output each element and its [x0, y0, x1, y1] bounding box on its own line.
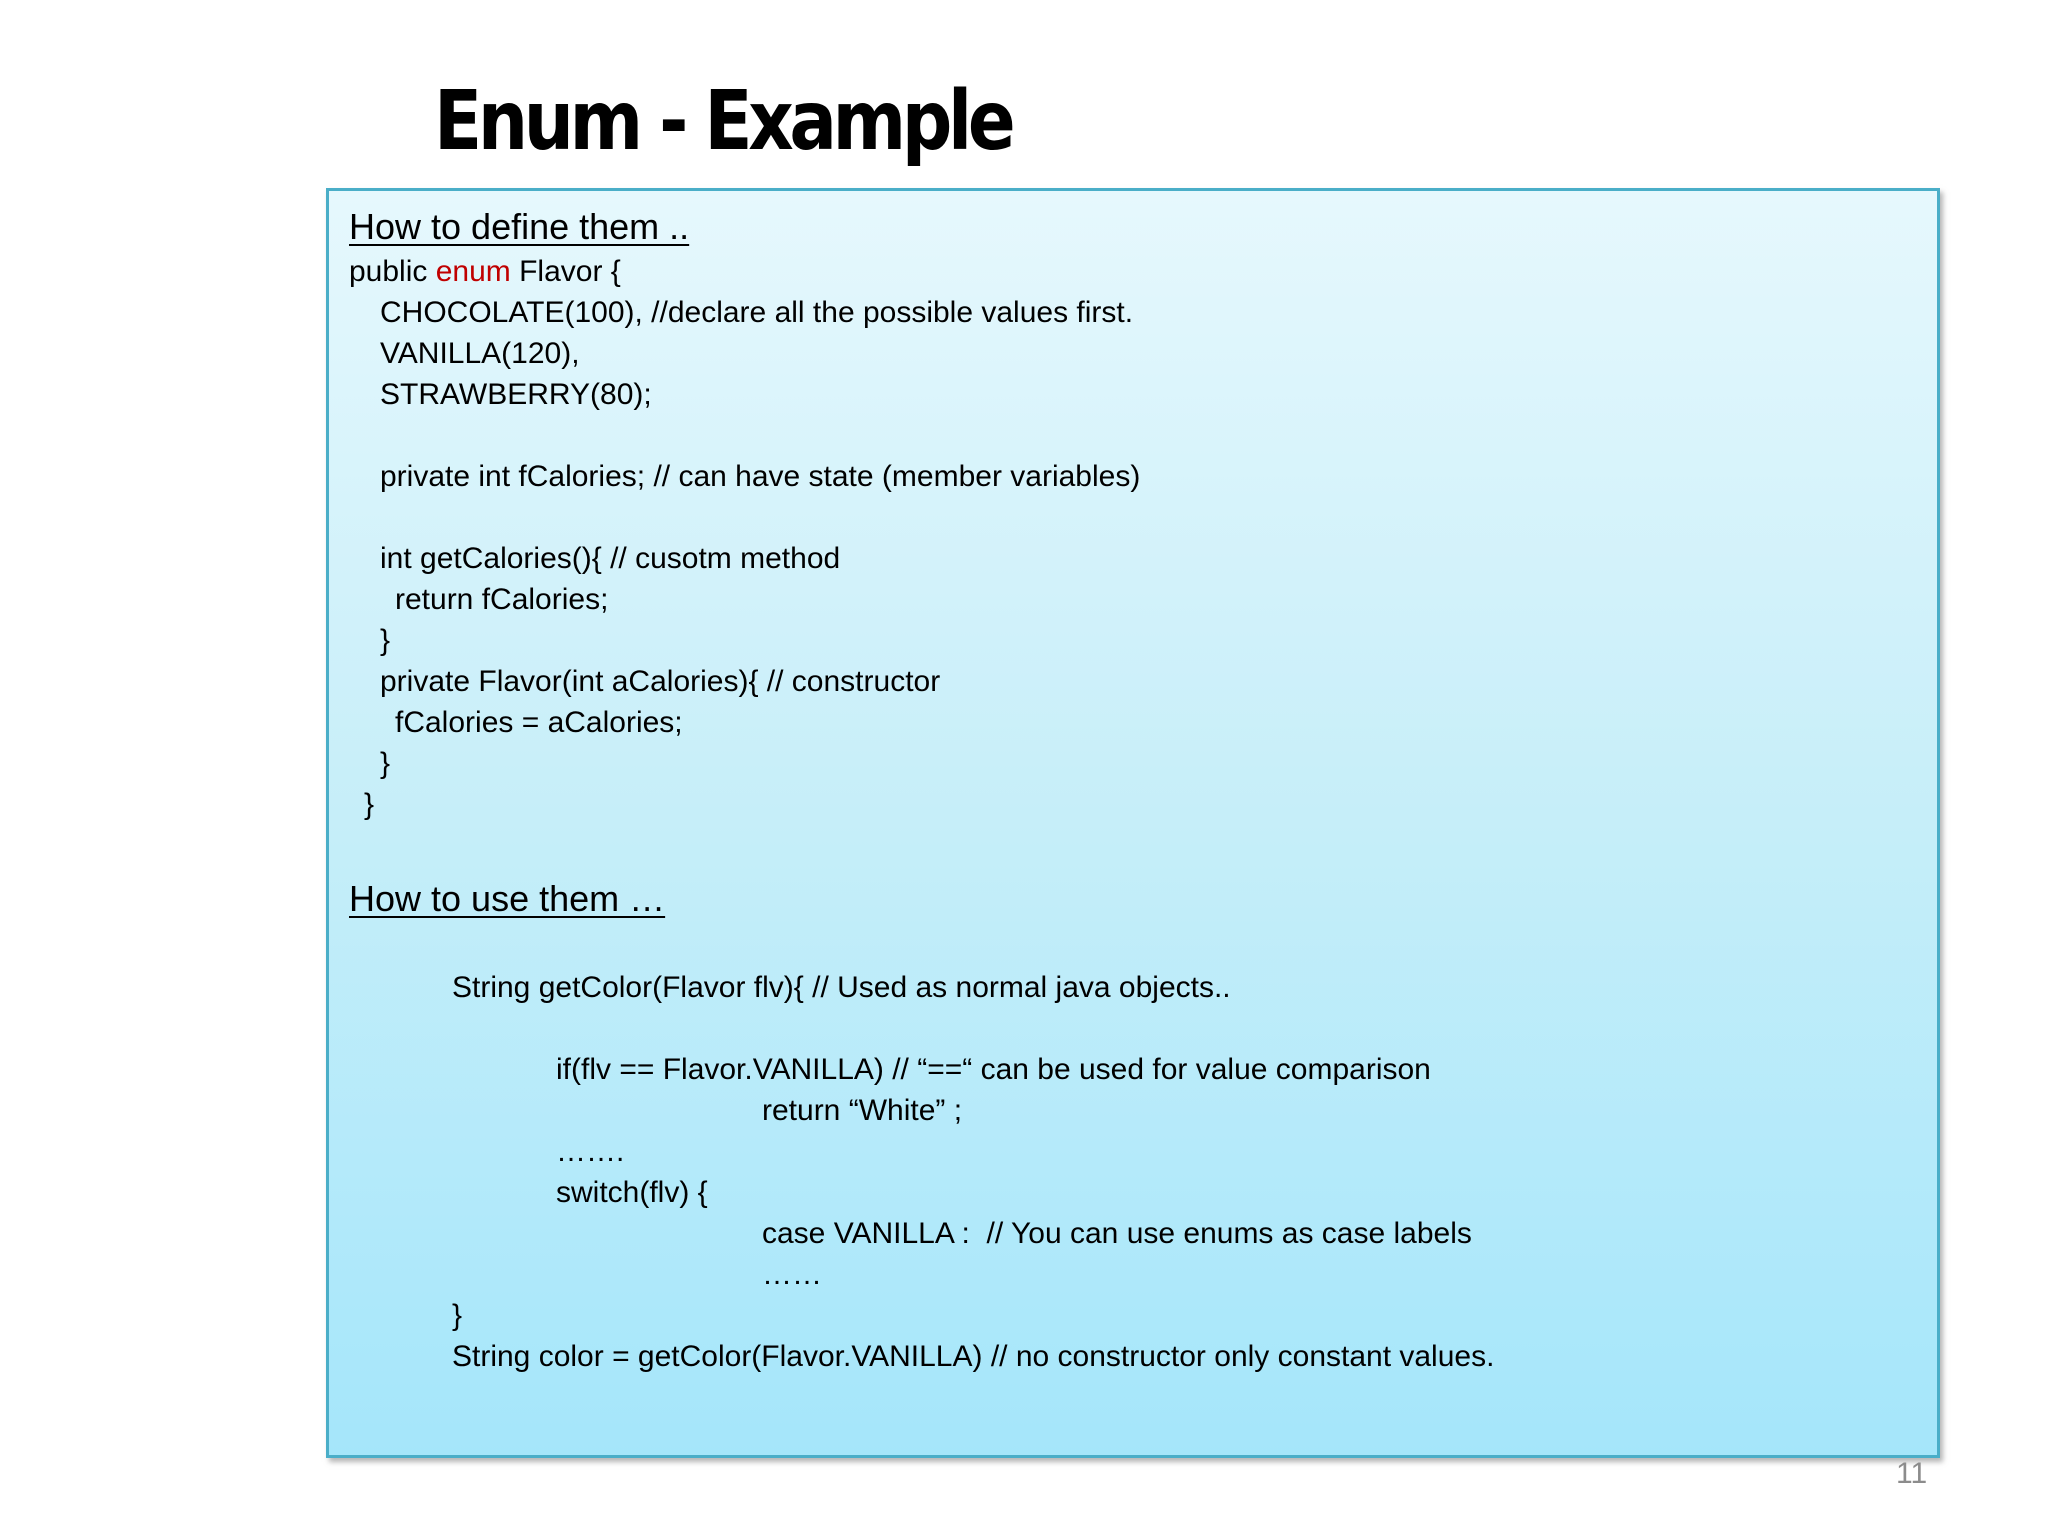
code-line-return: return fCalories; — [395, 583, 609, 616]
code-line-return-white: return “White” ; — [762, 1094, 963, 1127]
page-number: 11 — [1896, 1457, 1928, 1490]
code-line-ellipsis-2: …… — [762, 1258, 822, 1291]
enum-keyword: enum — [435, 255, 511, 288]
code-line-ellipsis-1: ……. — [556, 1135, 625, 1168]
define-section-heading: How to define them .. — [349, 206, 690, 247]
code-line-vanilla: VANILLA(120), — [380, 337, 580, 370]
use-section-heading: How to use them … — [349, 878, 666, 919]
code-line-strawberry: STRAWBERRY(80); — [380, 378, 652, 411]
code-line-case-vanilla: case VANILLA : // You can use enums as case labels — [762, 1217, 1472, 1250]
code-line-getcolor: String getColor(Flavor flv){ // Used as normal java objects.. — [452, 971, 1231, 1004]
code-line-chocolate: CHOCOLATE(100), //declare all the possible values first. — [380, 296, 1134, 329]
decl-suffix: Flavor { — [510, 255, 621, 288]
slide-title: Enum - Example — [434, 74, 1012, 169]
code-line-if-comparison: if(flv == Flavor.VANILLA) // “==“ can be used for value comparison — [556, 1053, 1431, 1086]
code-line-method-close: } — [380, 624, 391, 657]
code-example-box — [326, 188, 1940, 1458]
code-line-constructor-close: } — [380, 747, 391, 780]
decl-prefix: public — [349, 255, 436, 288]
code-line-getcolor-close: } — [452, 1299, 463, 1332]
enum-declaration-line — [349, 251, 621, 292]
code-line-method-signature: int getCalories(){ // cusotm method — [380, 542, 841, 575]
code-line-enum-close: } — [364, 788, 375, 821]
code-line-constructor: private Flavor(int aCalories){ // constructor — [380, 665, 941, 698]
code-line-assignment: fCalories = aCalories; — [395, 706, 683, 739]
code-line-string-color: String color = getColor(Flavor.VANILLA) // no constructor only constant values. — [452, 1340, 1495, 1373]
code-line-switch: switch(flv) { — [556, 1176, 708, 1209]
code-line-field: private int fCalories; // can have state (member variables) — [380, 460, 1141, 493]
